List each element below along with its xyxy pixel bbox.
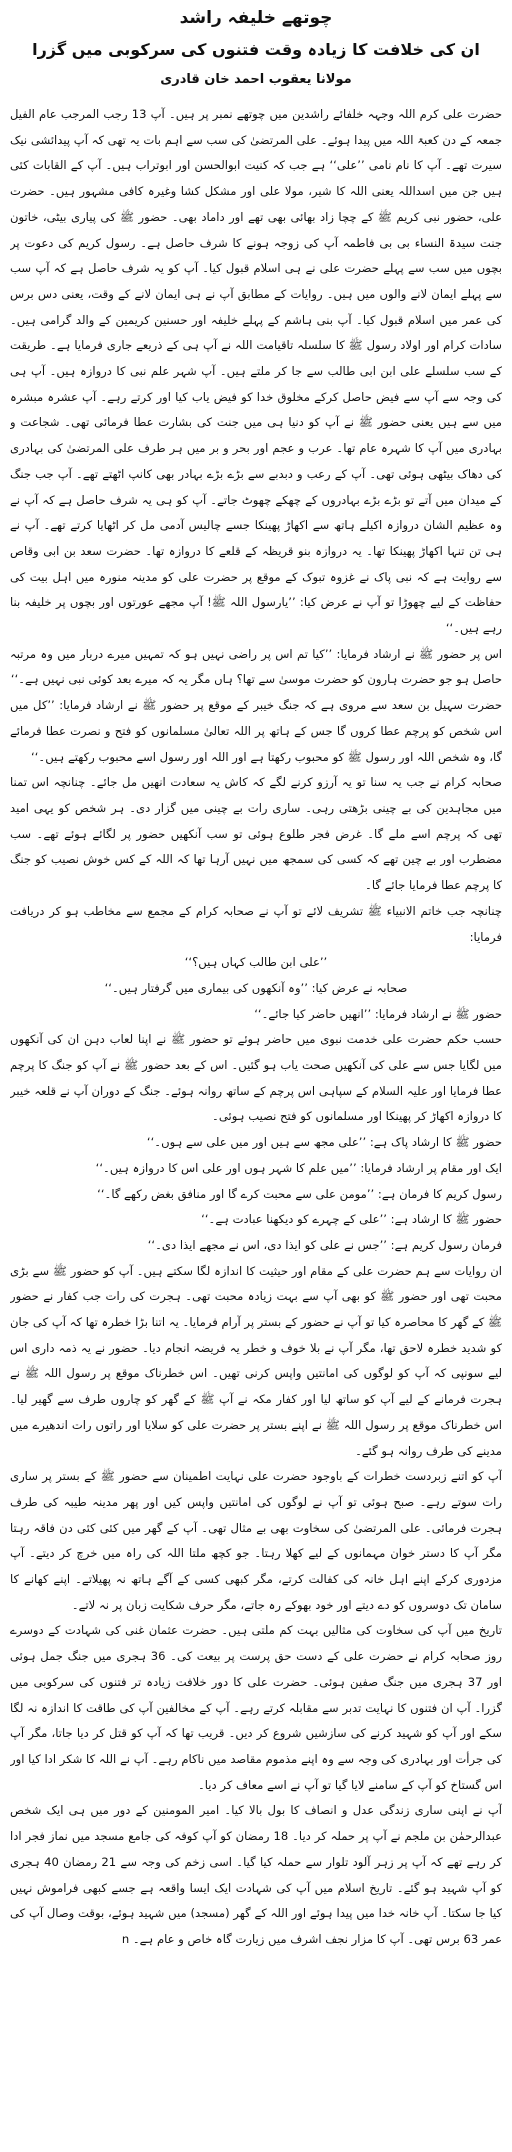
article-subtitle: ان کی خلافت کا زیادہ وقت فتنوں کی سرکوبی میں گزرا xyxy=(32,40,480,59)
article-paragraph: چنانچہ جب خاتم الانبیاء ﷺ تشریف لائے تو آپ نے صحابہ کرام کے مجمع سے مخاطب ہو کر دریافت فرمایا: xyxy=(10,903,502,944)
article-paragraph: اس پر حضور ﷺ نے ارشاد فرمایا: ’’کیا تم اس پر راضی نہیں ہو کہ تمہیں میرے دربار میں وہ مرتبہ حاصل ہو جو حضرت ہارون کو حضرت موسیٰ سے تھا؟ ہاں مگر یہ کہ میرے بعد کوئی نبی نہیں ہے۔‘‘ xyxy=(10,646,502,687)
quote-line: رسول کریم کا فرمان ہے: ’’مومن علی سے محبت کرے گا اور منافق بغض رکھے گا۔‘‘ xyxy=(97,1186,502,1201)
quote-line: ’’علی ابن طالب کہاں ہیں؟‘‘ xyxy=(184,955,328,970)
article-paragraph: حضرت سہیل بن سعد سے مروی ہے کہ جنگ خیبر کے موقع پر حضور ﷺ نے ارشاد فرمایا: ’’کل میں اس شخص کو پرچم عطا کروں گا جس کے ہاتھ پر اللہ تعالیٰ مسلمانوں کو فتح و نصرت عطا فرمائے گا، وہ شخص اللہ اور رسول ﷺ کو محبوب رکھتا ہے اور اللہ اور رسول اسے محبوب رکھتے ہیں۔‘‘ xyxy=(10,698,502,764)
article-body xyxy=(10,102,502,1953)
quote-line: حضور ﷺ کا ارشاد ہے: ’’علی کے چہرے کو دیکھنا عبادت ہے۔‘‘ xyxy=(201,1212,502,1227)
quote-line: صحابہ نے عرض کیا: ’’وہ آنکھوں کی بیماری میں گرفتار ہیں۔‘‘ xyxy=(104,980,408,995)
article-paragraph: حضرت علی کرم اللہ وجہہ خلفائے راشدین میں چوتھے نمبر پر ہیں۔ آپ 13 رجب المرجب عام الفیل جمعہ کے دن کعبۃ اللہ میں پیدا ہوئے۔ علی المرتضیٰ کی سب سے اہم بات یہ تھی کہ آپ پیدائشی نیک سیرت تھے۔ آپ کا نام نامی ’’علی‘‘ ہے جب کہ کنیت ابوالحسن اور ابوتراب ہیں۔ آپ کے القابات کئی ہیں جن میں اسداللہ یعنی اللہ کا شیر، مولا علی اور مشکل کشا وغیرہ کافی مشہور ہیں۔ حضرت علی، حضور نبی کریم ﷺ کے چچا زاد بھائی بھی تھے اور داماد بھی۔ حضور ﷺ کی پیاری بیٹی، خاتون جنت سیدۃ النساء بی بی فاطمہ آپ کی زوجہ ہونے کا شرف حاصل ہے۔ رسول کریم کی دعوت پر بچوں میں سب سے پہلے حضرت علی نے ہی اسلام قبول کیا۔ آپ کو یہ شرف حاصل ہے کہ آپ سب سے پہلے ایمان لانے والوں میں ہیں۔ روایات کے مطابق آپ نے ہی ایمان لانے کے وقت، یعنی دس برس کی عمر میں اسلام قبول کیا۔ آپ بنی ہاشم کے پہلے خلیفہ اور حسنین کریمین کے والد گرامی ہیں۔ سادات کرام اور اولاد رسول ﷺ کا سلسلہ تاقیامت اللہ نے آپ ہی کے ذریعے جاری فرمایا ہے۔ طریقت کے سب سلسلے علی ابن ابی طالب سے جا کر ملتے ہیں۔ آپ شہر علم نبی کا دروازہ ہیں۔ آپ ہی کی وجہ سے آپ سے فیض حاصل کرکے مخلوق خدا کو فیض یاب کیا اور کرتے رہے۔ آپ عشرہ مبشرہ میں سے ہیں یعنی حضور ﷺ نے آپ کو دنیا ہی میں جنت کی بشارت عطا فرمائی تھی۔ شجاعت و بہادری میں آپ کا شہرہ عام تھا۔ عرب و عجم اور بحر و بر میں ہر طرف علی المرتضیٰ کی بہادری کی دھاک بیٹھی ہوئی تھی۔ آپ کے رعب و دبدبے سے بڑے بڑے بہادر بھی کانپ اٹھتے تھے۔ آپ جب جنگ کے میدان میں آتے تو بڑے بڑے بہادروں کے چھکے چھوٹ جاتے۔ آپ کو ہی یہ شرف حاصل ہے کہ آپ نے وہ عظیم الشان دروازہ اکیلے ہاتھ سے اکھاڑ پھینکا جسے چالیس آدمی مل کر اٹھایا کرتے تھے۔ آپ نے ہی تن تنہا اکھاڑ پھینکا تھا۔ یہ دروازہ بنو قریظہ کے قلعے کا دروازہ تھا۔ حضرت سعد بن ابی وقاص سے روایت ہے کہ نبی پاک نے غزوہ تبوک کے موقع پر حضرت علی کو مدینہ منورہ میں اہل بیت کی حفاظت کے لیے چھوڑا تو آپ نے عرض کیا: ’’یارسول اللہ ﷺ! آپ مجھے عورتوں اور بچوں پر خلیفہ بنا رہے ہیں۔‘‘ xyxy=(10,107,502,636)
article-title: چوتھے خلیفہ راشد xyxy=(179,8,333,28)
article-paragraph: تاریخ میں آپ کی سخاوت کی مثالیں بہت کم ملتی ہیں۔ حضرت عثمان غنی کی شہادت کے دوسرے روز صحابہ کرام نے حضرت علی کے دست حق پرست پر بیعت کی۔ 36 ہجری میں جنگ جمل ہوئی اور 37 ہجری میں جنگ صفین ہوئی۔ حضرت علی کا دور خلافت زیادہ تر فتنوں کی سرکوبی میں گزرا۔ آپ ان فتنوں کا نہایت تدبر سے مقابلہ کرتے رہے۔ آپ کے مخالفین آپ کی طاقت کا اندازہ نہ لگا سکے اور آپ کو شہید کرنے کی سازشیں شروع کر دیں۔ قریب تھا کہ آپ کو قتل کر دیا جاتا، مگر آپ کی جرأت اور بہادری کی وجہ سے وہ اپنے مذموم مقاصد میں ناکام رہے۔ آپ نے اللہ کا شکر ادا کیا اور اس گستاخ کو آپ کے سامنے لایا گیا تو آپ نے اسے معاف کر دیا۔ xyxy=(10,1623,502,1792)
article-paragraph: آپ کو اتنے زبردست خطرات کے باوجود حضرت علی نہایت اطمینان سے حضور ﷺ کے بستر پر ساری رات سوتے رہے۔ صبح ہوئی تو آپ نے لوگوں کی امانتیں واپس کیں اور پھر مدینہ طیبہ کی طرف ہجرت فرمائی۔ علی المرتضیٰ کی سخاوت بھی بے مثال تھی۔ آپ کے گھر میں کئی کئی دن فاقہ رہتا مگر آپ کا دستر خوان مہمانوں کے لیے کھلا رہتا۔ جو کچھ ملتا اللہ کی راہ میں خرچ کر دیتے۔ آپ مزدوری کرکے اپنے اہل خانہ کی کفالت کرتے، مگر کبھی کسی کے آگے ہاتھ نہ پھیلاتے۔ اپنے کھانے کا سامان تک دوسروں کو دے دیتے اور خود بھوکے رہ جاتے، مگر حرف شکایت زبان پر نہ لاتے۔ xyxy=(10,1469,502,1612)
article-author: مولانا یعقوب احمد خان قادری xyxy=(160,72,352,87)
newspaper-column xyxy=(10,4,502,2148)
quote-line: حضور ﷺ کا ارشاد پاک ہے: ’’علی مجھ سے ہیں اور میں علی سے ہوں۔‘‘ xyxy=(146,1135,502,1150)
article-paragraph: صحابہ کرام نے جب یہ سنا تو یہ آرزو کرنے لگے کہ کاش یہ سعادت انھیں مل جائے۔ چنانچہ اس تمنا میں مجاہدین کی بے چینی بڑھتی رہی۔ ساری رات بے چینی میں گزار دی۔ ہر شخص کو یہی امید تھی کہ پرچم اسے ملے گا۔ غرض فجر طلوع ہوئی تو سب آنکھیں حضور پر لگائے ہوئے تھے۔ سب مضطرب اور بے چین تھے کہ کسی کی سمجھ میں نہیں آرہا تھا کہ اللہ کے کس خوش نصیب کو جنگ کا پرچم عطا فرمایا جائے گا۔ xyxy=(10,775,502,893)
article-paragraph: ان روایات سے ہم حضرت علی کے مقام اور حیثیت کا اندازہ لگا سکتے ہیں۔ آپ کو حضور ﷺ سے بڑی محبت تھی اور حضور ﷺ کو بھی آپ سے بہت زیادہ محبت تھی۔ ہجرت کی رات جب کفار نے حضور ﷺ کے گھر کا محاصرہ کیا تو آپ نے حضور کے بستر پر آرام فرمایا۔ یہ اتنا بڑا خطرہ تھا کہ آپ کی جان کو شدید خطرہ لاحق تھا، مگر آپ نے بلا خوف و خطر یہ فریضہ انجام دیا۔ حضور نے یہ ذمہ داری اس لیے سونپی کہ آپ کو لوگوں کی امانتیں واپس کرنی تھیں۔ اس خطرناک موقع پر رسول اللہ ﷺ نے ہجرت فرمانے کے لیے آپ کو ساتھ لیا اور کفار مکہ نے آپ ﷺ کے گھر کو چاروں طرف سے گھیر لیا۔ اس خطرناک موقع پر رسول اللہ ﷺ نے اپنے بستر پر حضرت علی کو سلایا اور راتوں رات اندھیرے میں مدینے کی طرف روانہ ہو گئے۔ xyxy=(10,1263,502,1458)
article-paragraph: حسب حکم حضرت علی خدمت نبوی میں حاضر ہوئے تو حضور ﷺ نے اپنا لعاب دہن ان کی آنکھوں میں لگایا جس سے علی کی آنکھیں صحت یاب ہو گئیں۔ اس کے بعد حضور ﷺ نے آپ کو جنگ کا پرچم عطا فرمایا اور علیہ السلام کے سپاہی اس پرچم کے ساتھ روانہ ہوئے۔ جنگ کے دوران آپ نے قلعہ خیبر کا دروازہ اکھاڑ کر پھینکا اور مسلمانوں کو فتح نصیب ہوئی۔ xyxy=(10,1032,502,1124)
quote-line: حضور ﷺ نے ارشاد فرمایا: ’’انھیں حاضر کیا جائے۔‘‘ xyxy=(254,1006,502,1021)
quote-line: ایک اور مقام پر ارشاد فرمایا: ’’میں علم کا شہر ہوں اور علی اس کا دروازہ ہیں۔‘‘ xyxy=(95,1160,502,1175)
article-paragraph: آپ نے اپنی ساری زندگی عدل و انصاف کا بول بالا کیا۔ امیر المومنین کے دور میں ہی ایک شخص عبدالرحمٰن بن ملجم نے آپ پر حملہ کر دیا۔ 18 رمضان کو آپ کوفہ کی جامع مسجد میں نماز فجر ادا کر رہے تھے کہ آپ پر زہر آلود تلوار سے حملہ کیا گیا۔ اسی زخم کی وجہ سے 21 رمضان 40 ہجری کو آپ شہید ہو گئے۔ تاریخ اسلام میں آپ کی شہادت ایک ایسا واقعہ ہے جسے کبھی فراموش نہیں کیا جا سکتا۔ آپ خانہ خدا میں پیدا ہوئے اور اللہ کے گھر (مسجد) میں شہید ہوئے، بوقت وصال آپ کی عمر 63 برس تھی۔ آپ کا مزار نجف اشرف میں زیارت گاہ خاص و عام ہے۔ n xyxy=(10,1803,502,1946)
quote-line: فرمان رسول کریم ہے: ’’جس نے علی کو ایذا دی، اس نے مجھے ایذا دی۔‘‘ xyxy=(147,1237,502,1252)
